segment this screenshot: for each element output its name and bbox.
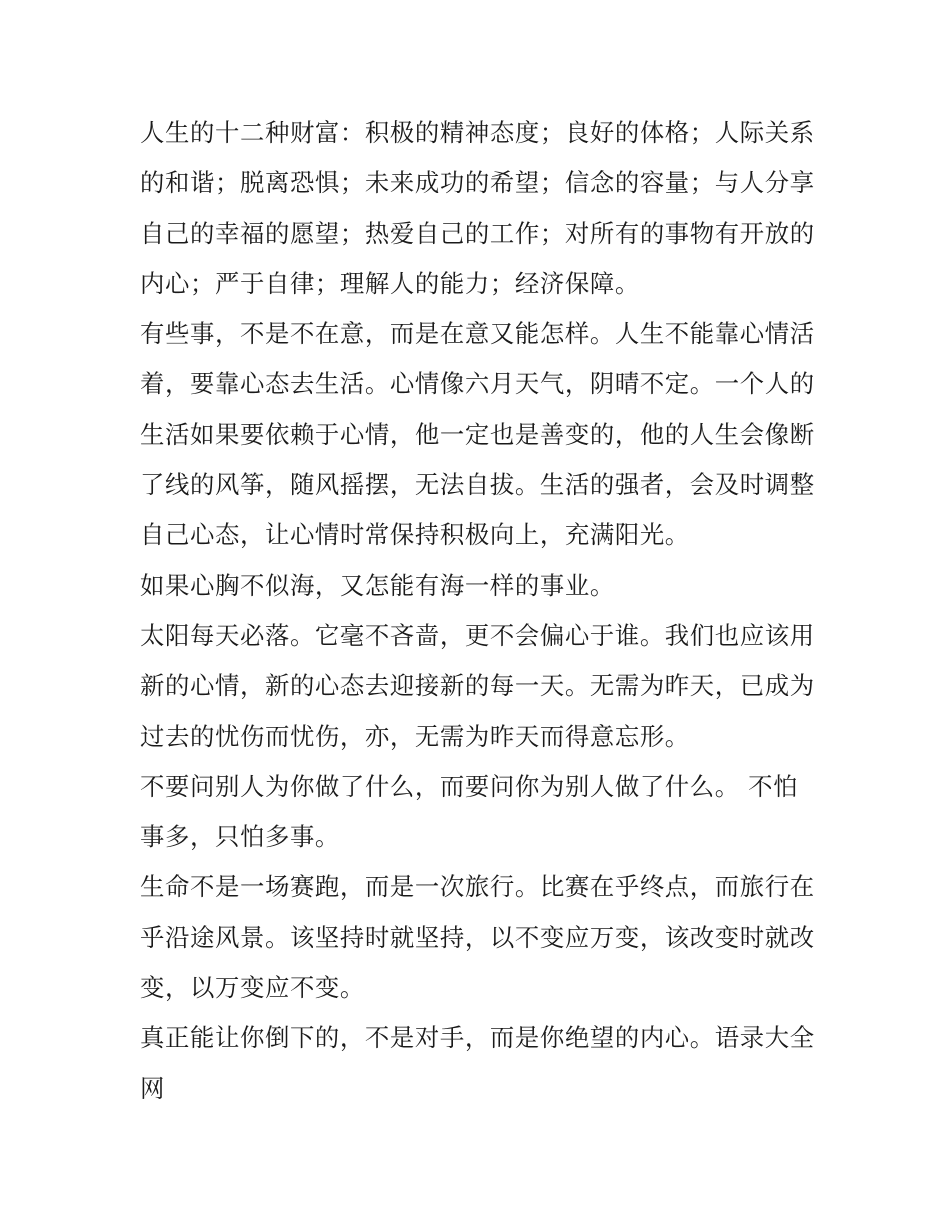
text-line: 过去的忧伤而忧伤，亦，无需为昨天而得意忘形。 [140, 721, 690, 751]
text-line: 内心；严于自律；理解人的能力；经济保障。 [140, 268, 640, 298]
text-line: 着，要靠心态去生活。心情像六月天气，阴晴不定。一个人的 [140, 369, 815, 399]
text-line: 不要问别人为你做了什么，而要问你为别人做了什么。 不怕 [140, 771, 799, 801]
text-line: 真正能让你倒下的，不是对手，而是你绝望的内心。语录大全 [140, 1023, 815, 1053]
text-line: 自己心态，让心情时常保持积极向上，充满阳光。 [140, 520, 690, 550]
text-line: 生活如果要依赖于心情，他一定也是善变的，他的人生会像断 [140, 419, 815, 449]
text-line: 如果心胸不似海，又怎能有海一样的事业。 [140, 570, 615, 600]
text-line: 的和谐；脱离恐惧；未来成功的希望；信念的容量；与人分享 [140, 168, 815, 198]
document-body [140, 108, 830, 1114]
text-line: 了线的风筝，随风摇摆，无法自拔。生活的强者，会及时调整 [140, 470, 815, 500]
text-line: 乎沿途风景。该坚持时就坚持，以不变应万变，该改变时就改 [140, 922, 815, 952]
text-line: 生命不是一场赛跑，而是一次旅行。比赛在乎终点，而旅行在 [140, 872, 815, 902]
text-line: 人生的十二种财富：积极的精神态度；良好的体格；人际关系 [140, 118, 815, 147]
text-line: 事多，只怕多事。 [140, 822, 340, 852]
text-line: 太阳每天必落。它毫不吝啬，更不会偏心于谁。我们也应该用 [140, 620, 815, 650]
text-line: 自己的幸福的愿望；热爱自己的工作；对所有的事物有开放的 [140, 218, 815, 248]
text-line: 网 [140, 1073, 165, 1103]
text-line: 有些事，不是不在意，而是在意又能怎样。人生不能靠心情活 [140, 319, 815, 349]
text-line: 变，以万变应不变。 [140, 973, 365, 1003]
text-line: 新的心情，新的心态去迎接新的每一天。无需为昨天，已成为 [140, 671, 815, 701]
